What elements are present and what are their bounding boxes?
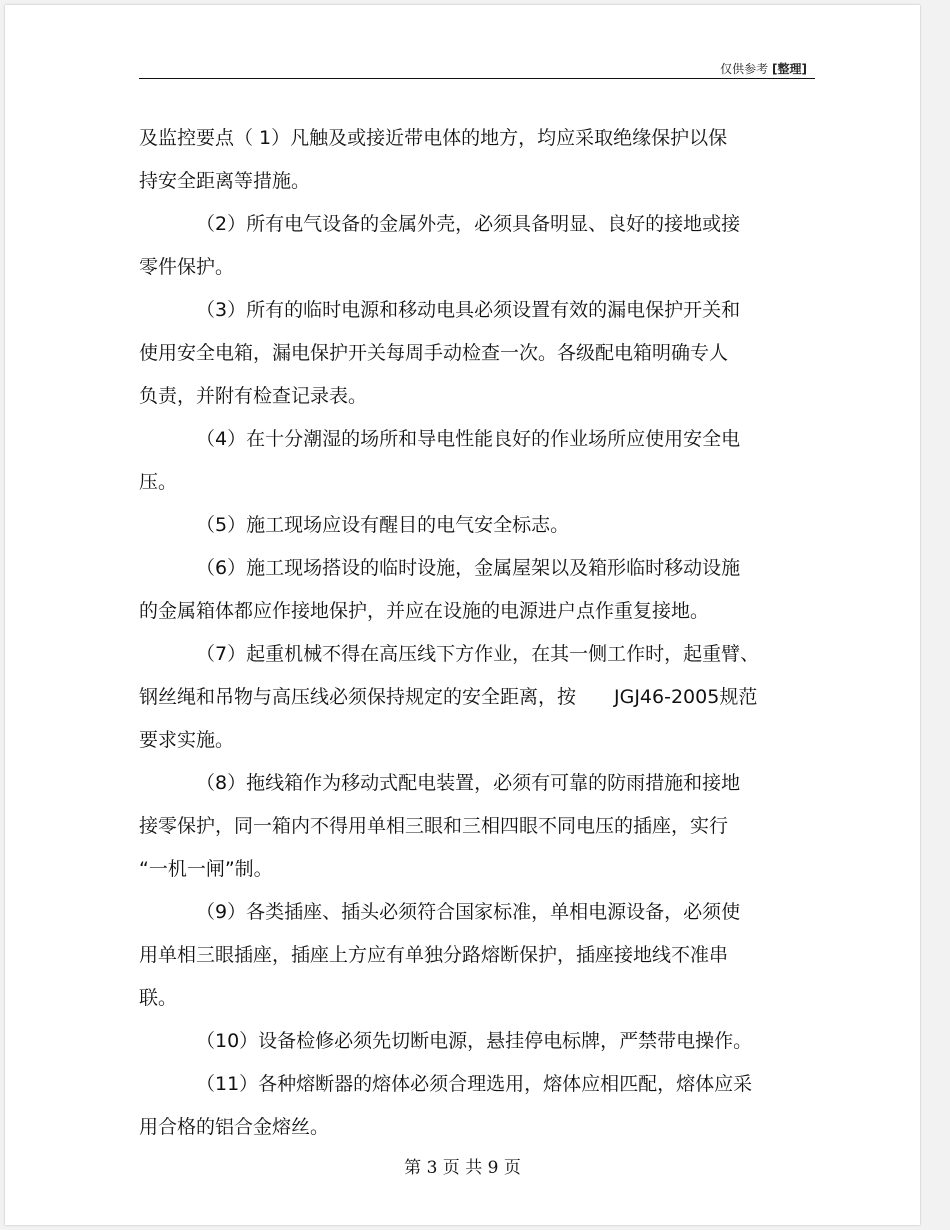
paragraph (139, 762, 819, 891)
paragraph-line: 联。 (139, 987, 178, 1009)
paragraph (139, 1063, 819, 1149)
paragraph (139, 504, 819, 547)
paragraph (139, 547, 819, 633)
paragraph-line: （8）拖线箱作为移动式配电装置，必须有可靠的防雨措施和接地 (196, 772, 741, 794)
paragraph-line: （10）设备检修必须先切断电源，悬挂停电标牌，严禁带电操作。 (196, 1030, 753, 1052)
paragraph-line: （3）所有的临时电源和移动电具必须设置有效的漏电保护开关和 (196, 299, 741, 321)
header-label: 仅供参考 (720, 62, 769, 76)
paragraph-line: （4）在十分潮湿的场所和导电性能良好的作业场所应使用安全电 (196, 428, 741, 450)
paragraph-line: 使用安全电箱，漏电保护开关每周手动检查一次。各级配电箱明确专人 (139, 342, 729, 364)
paragraph-line: “一机一闸”制。 (139, 858, 273, 880)
paragraph-line: 零件保护。 (139, 256, 235, 278)
paragraph-line: 负责，并附有检查记录表。 (139, 385, 368, 407)
paragraph-line: 用单相三眼插座，插座上方应有单独分路熔断保护，插座接地线不准串 (139, 944, 729, 966)
paragraph-line: （5）施工现场应设有醒目的电气安全标志。 (196, 514, 570, 536)
paragraph (139, 117, 819, 203)
paragraph-line: 压。 (139, 471, 178, 493)
paragraph-line: （11）各种熔断器的熔体必须合理选用，熔体应相匹配，熔体应采 (196, 1073, 753, 1095)
document-page (5, 5, 920, 1225)
header-tag: [整理] (772, 62, 807, 76)
paragraph (139, 289, 819, 418)
paragraph-line: 及监控要点（ 1）凡触及或接近带电体的地方，均应采取绝缘保护以保 (139, 127, 728, 149)
paragraph-line: （2）所有电气设备的金属外壳，必须具备明显、良好的接地或接 (196, 213, 741, 235)
paragraph-line: 接零保护，同一箱内不得用单相三眼和三相四眼不同电压的插座，实行 (139, 815, 729, 837)
paragraph (139, 203, 819, 289)
page-header (720, 60, 807, 77)
document-body (139, 117, 819, 1149)
paragraph (139, 1020, 819, 1063)
paragraph (139, 891, 819, 1020)
paragraph-line: 钢丝绳和吊物与高压线必须保持规定的安全距离，按 JGJ46-2005规范 (139, 686, 758, 708)
page-footer: 第 3 页 共 9 页 (404, 1158, 521, 1178)
paragraph (139, 418, 819, 504)
paragraph-line: 持安全距离等措施。 (139, 170, 311, 192)
paragraph-line: （7）起重机械不得在高压线下方作业，在其一侧工作时，起重臂、 (196, 643, 760, 665)
paragraph-line: 要求实施。 (139, 729, 235, 751)
header-divider (139, 78, 815, 79)
paragraph-line: 用合格的铝合金熔丝。 (139, 1116, 330, 1138)
paragraph-line: 的金属箱体都应作接地保护，并应在设施的电源进户点作重复接地。 (139, 600, 710, 622)
paragraph (139, 633, 819, 762)
paragraph-line: （6）施工现场搭设的临时设施，金属屋架以及箱形临时移动设施 (196, 557, 741, 579)
paragraph-line: （9）各类插座、插头必须符合国家标准，单相电源设备，必须使 (196, 901, 741, 923)
